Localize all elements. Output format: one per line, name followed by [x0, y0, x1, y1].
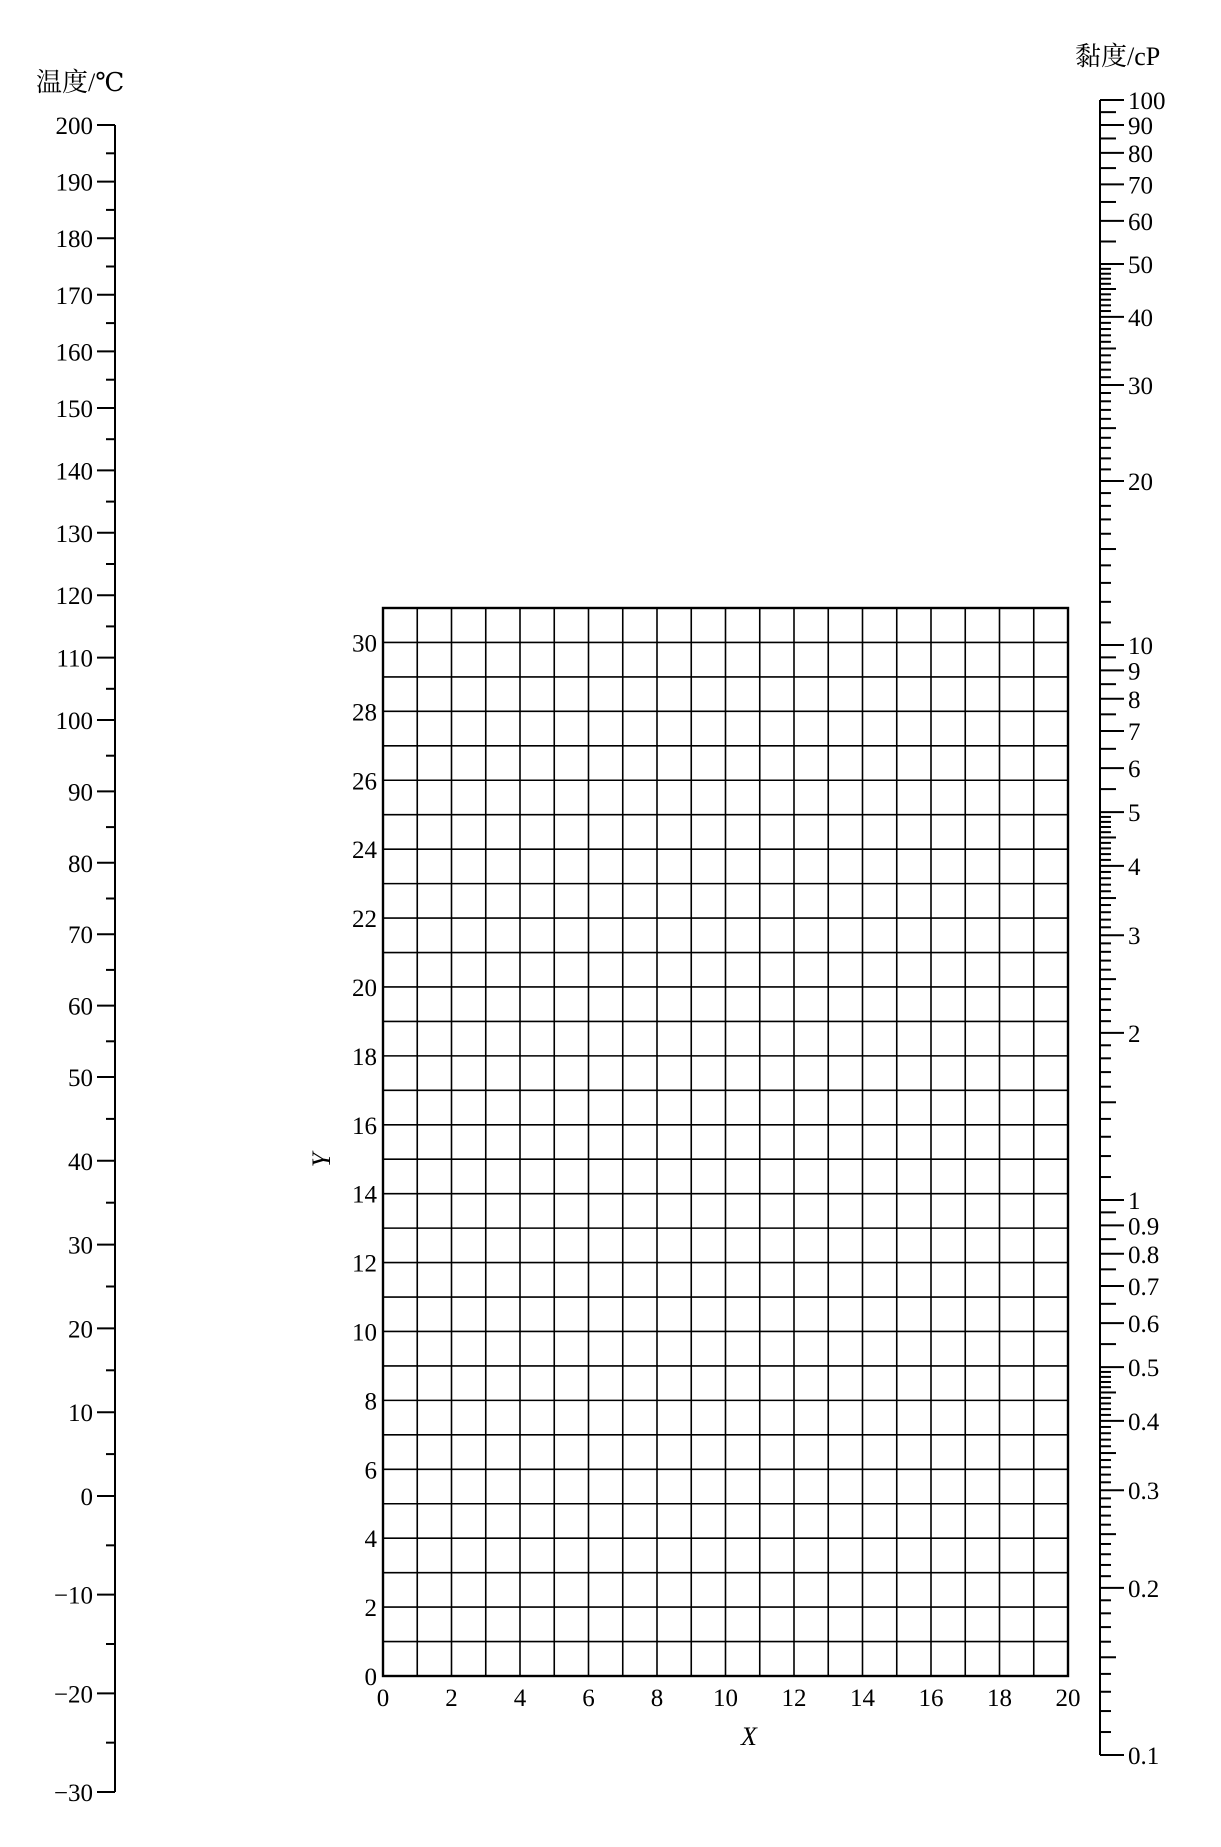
x-tick-label: 18 — [987, 1685, 1012, 1712]
temperature-tick-label: 130 — [55, 520, 93, 548]
xy-grid — [307, 608, 1081, 1751]
x-axis-title: X — [741, 1722, 757, 1751]
viscosity-tick-label: 0.8 — [1128, 1241, 1160, 1269]
temperature-tick-label: 30 — [68, 1232, 93, 1260]
viscosity-tick-label: 0.9 — [1128, 1213, 1160, 1241]
y-tick-label: 6 — [364, 1457, 377, 1485]
viscosity-tick-label: 9 — [1128, 658, 1141, 686]
temperature-tick-label: 150 — [55, 396, 93, 423]
y-tick-label: 12 — [352, 1250, 377, 1278]
viscosity-tick-label: 7 — [1128, 718, 1141, 746]
temperature-tick-label: −30 — [53, 1780, 93, 1807]
viscosity-tick-label: 70 — [1128, 172, 1153, 200]
temperature-tick-label: 160 — [55, 339, 93, 367]
viscosity-tick-label: 0.2 — [1128, 1575, 1160, 1603]
y-tick-label: 8 — [364, 1388, 377, 1416]
temperature-tick-label: 60 — [68, 993, 93, 1021]
x-tick-label: 20 — [1055, 1685, 1081, 1712]
y-tick-label: 26 — [352, 768, 377, 796]
viscosity-tick-label: 6 — [1128, 756, 1141, 784]
viscosity-tick-label: 20 — [1128, 468, 1153, 496]
temperature-tick-label: 0 — [80, 1484, 93, 1511]
y-tick-label: 4 — [364, 1526, 377, 1554]
viscosity-tick-label: 0.4 — [1128, 1408, 1160, 1436]
y-tick-label: 2 — [364, 1595, 377, 1623]
viscosity-tick-label: 4 — [1128, 853, 1141, 881]
temperature-tick-label: 100 — [55, 708, 93, 735]
y-tick-label: 18 — [352, 1043, 377, 1071]
y-tick-label: 10 — [352, 1319, 377, 1347]
viscosity-tick-label: 30 — [1128, 372, 1153, 400]
temperature-tick-label: 10 — [68, 1400, 93, 1428]
x-tick-label: 12 — [781, 1685, 807, 1712]
viscosity-tick-label: 50 — [1128, 252, 1153, 280]
y-tick-label: 16 — [352, 1112, 377, 1140]
x-tick-label: 6 — [582, 1685, 595, 1712]
y-tick-label: 24 — [352, 837, 377, 865]
x-tick-label: 8 — [650, 1685, 664, 1712]
viscosity-tick-label: 40 — [1128, 304, 1153, 332]
viscosity-tick-label: 0.7 — [1128, 1273, 1160, 1301]
y-tick-label: 14 — [352, 1181, 377, 1209]
viscosity-tick-label: 0.6 — [1128, 1311, 1160, 1339]
x-tick-label: 10 — [713, 1685, 738, 1712]
temperature-tick-label: 90 — [68, 779, 93, 807]
viscosity-tick-label: 80 — [1128, 140, 1153, 168]
y-axis-title: Y — [307, 1152, 336, 1168]
temperature-tick-label: −20 — [53, 1681, 93, 1709]
temperature-tick-label: 20 — [68, 1316, 93, 1344]
x-tick-label: 16 — [918, 1685, 944, 1712]
temperature-tick-label: 80 — [68, 850, 93, 878]
viscosity-tick-label: 1 — [1128, 1188, 1141, 1215]
temperature-tick-label: 110 — [56, 645, 93, 673]
viscosity-tick-label: 90 — [1128, 112, 1153, 140]
x-tick-label: 0 — [376, 1685, 390, 1712]
x-tick-label: 2 — [445, 1685, 458, 1712]
viscosity-tick-label: 8 — [1128, 686, 1141, 714]
viscosity-tick-label: 3 — [1128, 923, 1141, 951]
viscosity-scale-title: 黏度/cP — [1075, 42, 1161, 71]
viscosity-tick-label: 60 — [1128, 208, 1153, 236]
viscosity-scale — [1075, 42, 1166, 1770]
temperature-tick-label: 50 — [68, 1065, 93, 1092]
y-tick-label: 22 — [352, 906, 377, 934]
viscosity-tick-label: 0.1 — [1128, 1743, 1160, 1770]
temperature-tick-label: 120 — [55, 583, 93, 611]
x-tick-label: 4 — [513, 1685, 527, 1712]
viscosity-tick-label: 2 — [1128, 1020, 1141, 1048]
temperature-tick-label: 200 — [55, 113, 93, 140]
temperature-tick-label: 140 — [55, 458, 93, 486]
temperature-tick-label: 170 — [55, 282, 93, 310]
temperature-tick-label: 180 — [55, 226, 93, 254]
temperature-scale-title: 温度/℃ — [36, 68, 125, 97]
viscosity-tick-label: 5 — [1128, 800, 1141, 828]
viscosity-tick-label: 0.3 — [1128, 1478, 1160, 1506]
temperature-tick-label: −10 — [53, 1582, 93, 1610]
viscosity-tick-label: 100 — [1128, 88, 1166, 115]
y-tick-label: 20 — [352, 974, 377, 1002]
temperature-tick-label: 190 — [55, 169, 93, 197]
viscosity-tick-label: 10 — [1128, 633, 1153, 660]
y-tick-label: 28 — [352, 699, 377, 727]
temperature-tick-label: 70 — [68, 922, 93, 950]
temperature-scale — [36, 68, 124, 1807]
viscosity-tick-label: 0.5 — [1128, 1355, 1160, 1383]
y-tick-label: 30 — [352, 630, 377, 658]
y-tick-label: 0 — [364, 1664, 377, 1691]
temperature-tick-label: 40 — [68, 1148, 93, 1176]
x-tick-label: 14 — [850, 1685, 875, 1712]
